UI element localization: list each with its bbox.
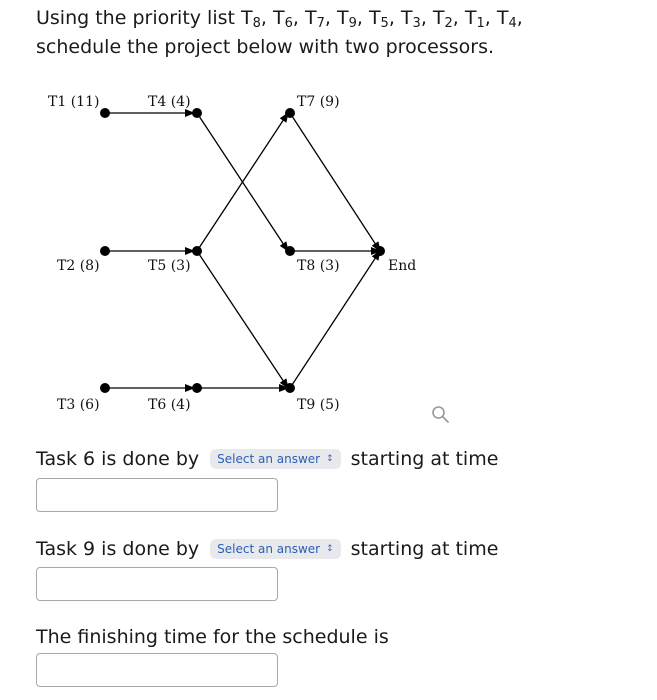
search-icon[interactable] bbox=[430, 404, 452, 426]
task6-start-time-input[interactable] bbox=[36, 478, 278, 512]
label-t4: T4 (4) bbox=[148, 94, 191, 110]
priority-separator: , bbox=[324, 7, 337, 29]
priority-task-5: $T_5$, bbox=[368, 7, 401, 31]
node-end bbox=[375, 246, 385, 256]
node-t7 bbox=[285, 108, 295, 118]
priority-task-subscript: 9 bbox=[348, 16, 357, 31]
task9-select-label: Select an answer bbox=[217, 542, 321, 556]
priority-task-subscript: 2 bbox=[444, 16, 453, 31]
task9-suffix: starting at time bbox=[350, 538, 499, 560]
label-t7: T7 (9) bbox=[297, 94, 340, 110]
priority-task-subscript: 4 bbox=[508, 16, 517, 31]
task9-start-time-input[interactable] bbox=[36, 567, 278, 601]
node-t6 bbox=[192, 383, 202, 393]
prompt-outro: schedule the project below with two processors. bbox=[36, 36, 495, 58]
priority-task-subscript: 6 bbox=[284, 16, 293, 31]
up-down-chevron-icon: ↕ bbox=[326, 453, 334, 464]
node-t3 bbox=[100, 383, 110, 393]
priority-separator: , bbox=[388, 7, 401, 29]
task9-processor-select[interactable] bbox=[210, 539, 341, 559]
task6-suffix: starting at time bbox=[350, 448, 499, 470]
priority-task-8: $T_8$, bbox=[241, 7, 273, 31]
priority-task-2: $T_2$, bbox=[432, 7, 465, 31]
priority-list bbox=[241, 7, 523, 29]
node-t9 bbox=[285, 383, 295, 393]
label-t8: T8 (3) bbox=[297, 258, 340, 274]
prompt-intro: Using the priority list bbox=[36, 7, 241, 29]
node-t1 bbox=[100, 108, 110, 118]
task9-question-row bbox=[36, 538, 498, 560]
node-t2 bbox=[100, 246, 110, 256]
node-t8 bbox=[285, 246, 295, 256]
priority-separator: , bbox=[420, 7, 433, 29]
priority-task-subscript: 5 bbox=[380, 16, 389, 31]
question-prompt bbox=[36, 4, 636, 62]
priority-task-subscript: 7 bbox=[316, 16, 325, 31]
priority-task-subscript: 8 bbox=[252, 16, 261, 31]
priority-separator: , bbox=[356, 7, 369, 29]
up-down-chevron-icon: ↕ bbox=[326, 543, 334, 554]
finishing-time-input[interactable] bbox=[36, 653, 278, 687]
priority-separator: , bbox=[260, 7, 273, 29]
node-t4 bbox=[192, 108, 202, 118]
priority-task-7: $T_7$, bbox=[304, 7, 337, 31]
task9-prefix: Task 9 is done by bbox=[36, 538, 200, 560]
label-t3: T3 (6) bbox=[57, 397, 100, 413]
priority-task-9: $T_9$, bbox=[336, 7, 369, 31]
node-t5 bbox=[192, 246, 202, 256]
priority-task-3: $T_3$, bbox=[400, 7, 433, 31]
priority-separator: , bbox=[452, 7, 465, 29]
label-t6: T6 (4) bbox=[148, 397, 191, 413]
task6-select-label: Select an answer bbox=[217, 452, 321, 466]
finish-question-row bbox=[36, 626, 389, 648]
task-dependency-graph bbox=[0, 80, 657, 420]
label-t2: T2 (8) bbox=[57, 258, 100, 274]
priority-task-6: $T_6$, bbox=[272, 7, 305, 31]
priority-separator: , bbox=[516, 7, 523, 29]
priority-task-4: $T_4$, bbox=[496, 7, 523, 31]
priority-task-subscript: 3 bbox=[412, 16, 421, 31]
label-t1: T1 (11) bbox=[48, 94, 100, 110]
edge-t5-t9 bbox=[197, 251, 288, 388]
priority-task-1: $T_1$, bbox=[464, 7, 497, 31]
priority-separator: , bbox=[292, 7, 305, 29]
label-t5: T5 (3) bbox=[148, 258, 191, 274]
priority-task-subscript: 1 bbox=[476, 16, 485, 31]
task6-question-row bbox=[36, 448, 498, 470]
task6-prefix: Task 6 is done by bbox=[36, 448, 200, 470]
task6-processor-select[interactable] bbox=[210, 449, 341, 469]
priority-separator: , bbox=[484, 7, 497, 29]
edge-t7-end bbox=[290, 113, 380, 251]
label-end: End bbox=[388, 258, 417, 274]
finish-label: The finishing time for the schedule is bbox=[36, 626, 389, 648]
label-t9: T9 (5) bbox=[297, 397, 340, 413]
